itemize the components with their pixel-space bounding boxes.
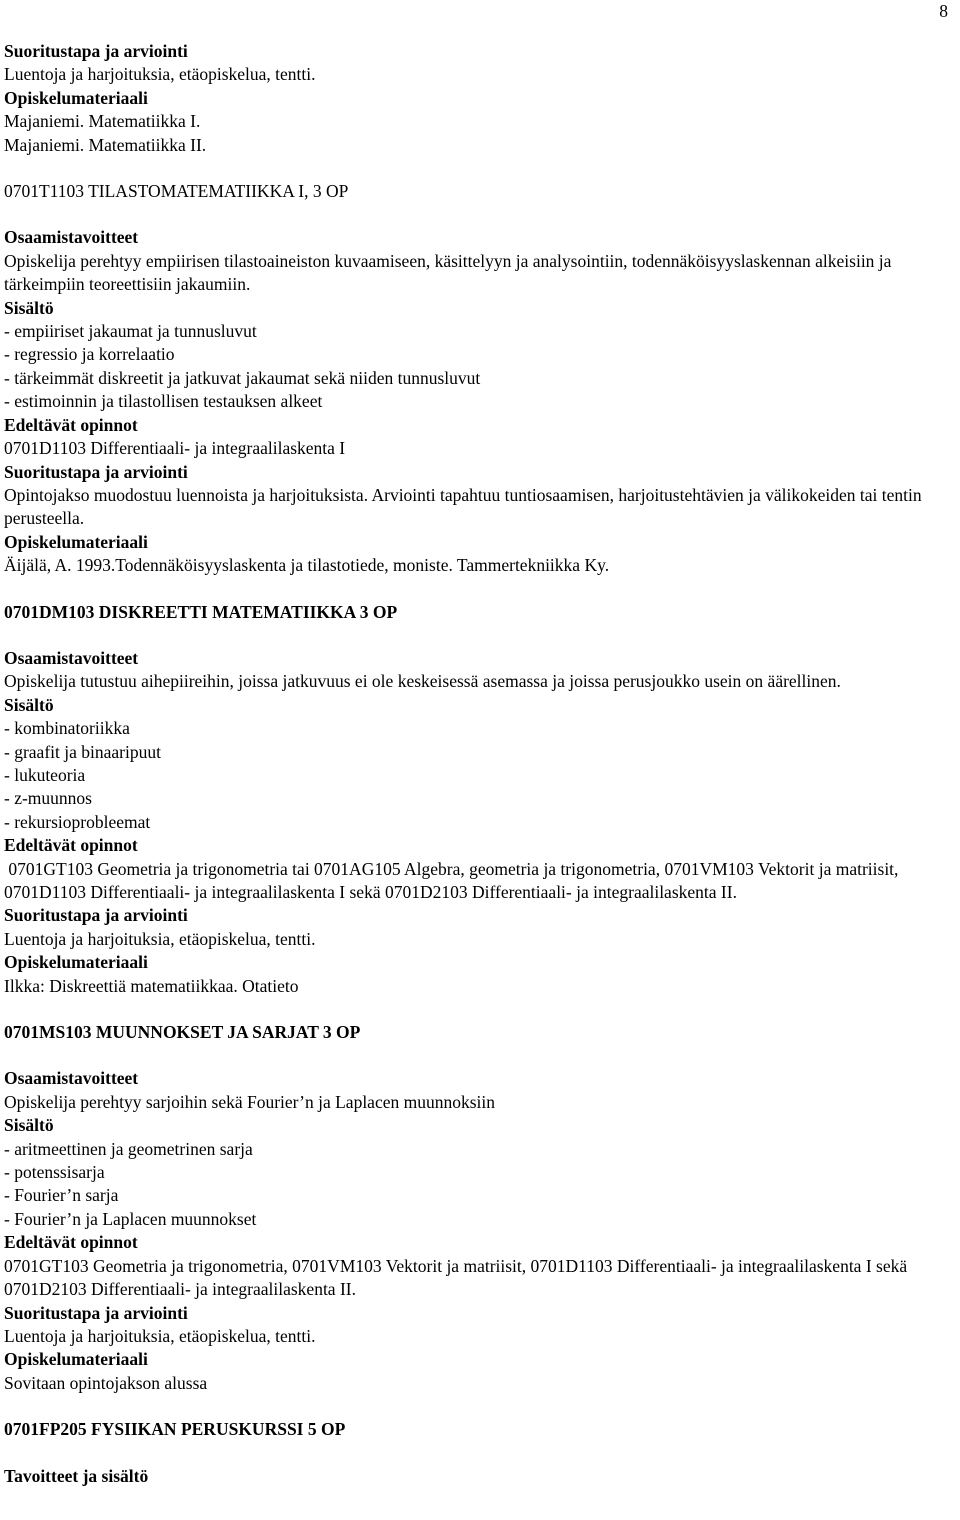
section-heading: Sisältö [4, 1115, 54, 1136]
section-text: Majaniemi. Matematiikka I. [4, 111, 201, 132]
section-heading: Sisältö [4, 694, 54, 715]
list-item: - estimoinnin ja tilastollisen testauksen alkeet [4, 390, 954, 413]
section-text: Äijälä, A. 1993.Todennäköisyyslaskenta ja tilastotiede, moniste. Tammertekniikka Ky. [4, 555, 610, 576]
section-heading: Suoritustapa ja arviointi [4, 41, 188, 61]
course-title: 0701FP205 FYSIIKAN PERUSKURSSI 5 OP [4, 1419, 346, 1440]
section-heading: Edeltävät opinnot [4, 835, 138, 856]
list-item: - lukuteoria [4, 764, 954, 787]
list-item: - graafit ja binaaripuut [4, 741, 954, 764]
section-text: Opintojakso muodostuu luennoista ja harjoituksista. Arviointi tapahtuu tuntiosaamisen, harjoitustehtävien ja välikokeiden tai tentin perusteella. [4, 484, 922, 529]
section-heading: Osaamistavoitteet [4, 1068, 139, 1089]
top-section [4, 40, 954, 157]
section-heading: Opiskelumateriaali [4, 1349, 148, 1370]
course-title: 0701MS103 MUUNNOKSET JA SARJAT 3 OP [4, 1022, 361, 1043]
section-text: Sovitaan opintojakson alussa [4, 1372, 208, 1393]
section-text: Luentoja ja harjoituksia, etäopiskelua, tentti. [4, 928, 316, 949]
list-item: - rekursioprobleemat [4, 811, 954, 834]
section-heading: Tavoitteet ja sisältö [4, 1465, 149, 1486]
list-item: - aritmeettinen ja geometrinen sarja [4, 1138, 954, 1161]
section-text: 0701GT103 Geometria ja trigonometria tai 0701AG105 Algebra, geometria ja trigonometria, 0701VM103 Vektorit ja matriisit, 0701D1103 Differentiaali- ja integraalilaskenta I sekä 0701D2103 Differentiaali- ja integraalilaskenta II. [4, 858, 903, 902]
document-body [4, 40, 954, 1488]
list-item: - Fourier’n sarja [4, 1184, 954, 1207]
section-heading: Sisältö [4, 297, 54, 318]
course-title: 0701DM103 DISKREETTI MATEMATIIKKA 3 OP [4, 601, 398, 622]
section-text: Luentoja ja harjoituksia, etäopiskelua, tentti. [4, 1325, 316, 1346]
section-text: Opiskelija perehtyy empiirisen tilastoaineiston kuvaamiseen, käsittelyyn ja analysointiin, todennäköisyyslaskennan alkeisiin ja tärkeimpiin teoreettisiin jakaumiin. [4, 250, 892, 295]
section-heading: Suoritustapa ja arviointi [4, 905, 188, 926]
section-text: Ilkka: Diskreettiä matematiikkaa. Otatieto [4, 975, 299, 996]
list-item: - tärkeimmät diskreetit ja jatkuvat jakaumat sekä niiden tunnusluvut [4, 367, 954, 390]
section-heading: Opiskelumateriaali [4, 952, 148, 973]
list-item: - regressio ja korrelaatio [4, 343, 954, 366]
course-block [4, 180, 954, 578]
course-title: 0701T1103 TILASTOMATEMATIIKKA I, 3 OP [4, 181, 349, 202]
section-text: Opiskelija perehtyy sarjoihin sekä Fourier’n ja Laplacen muunnoksiin [4, 1091, 496, 1112]
section-text: Opiskelija tutustuu aihepiireihin, joissa jatkuvuus ei ole keskeisessä asemassa ja joissa perusjoukko usein on äärellinen. [4, 671, 841, 692]
list-item: - z-muunnos [4, 787, 954, 810]
content-list [4, 1138, 954, 1232]
course-block [4, 1418, 954, 1488]
section-text: 0701GT103 Geometria ja trigonometria, 0701VM103 Vektorit ja matriisit, 0701D1103 Differentiaali- ja integraalilaskenta I sekä 0701D2103 Differentiaali- ja integraalilaskenta II. [4, 1255, 908, 1300]
list-item: - empiiriset jakaumat ja tunnusluvut [4, 320, 954, 343]
list-item: - Fourier’n ja Laplacen muunnokset [4, 1208, 954, 1231]
section-text: Luentoja ja harjoituksia, etäopiskelua, tentti. [4, 64, 316, 85]
section-heading: Osaamistavoitteet [4, 647, 139, 668]
section-heading: Opiskelumateriaali [4, 531, 148, 552]
course-block [4, 1021, 954, 1395]
section-heading: Osaamistavoitteet [4, 227, 139, 248]
section-heading: Edeltävät opinnot [4, 1232, 138, 1253]
course-block [4, 601, 954, 999]
content-list [4, 320, 954, 414]
section-heading: Suoritustapa ja arviointi [4, 1302, 188, 1323]
list-item: - kombinatoriikka [4, 717, 954, 740]
page-number: 8 [939, 1, 948, 21]
section-heading: Opiskelumateriaali [4, 87, 148, 108]
content-list [4, 717, 954, 834]
section-text: Majaniemi. Matematiikka II. [4, 134, 207, 155]
list-item: - potenssisarja [4, 1161, 954, 1184]
section-heading: Suoritustapa ja arviointi [4, 461, 188, 482]
section-heading: Edeltävät opinnot [4, 414, 138, 435]
section-text: 0701D1103 Differentiaali- ja integraalilaskenta I [4, 438, 346, 459]
